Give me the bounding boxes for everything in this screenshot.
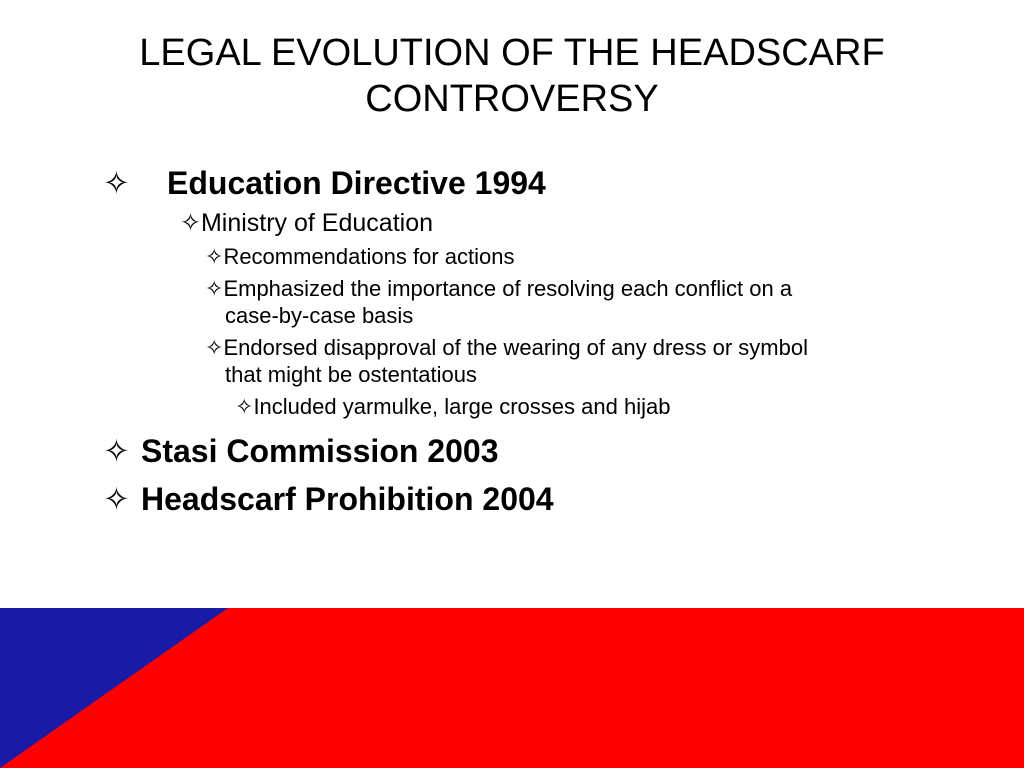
title-line-1: LEGAL EVOLUTION OF THE HEADSCARF	[139, 32, 885, 74]
bullet-endorsed-continuation: that might be ostentatious	[225, 362, 477, 387]
bullet-endorsed	[205, 335, 808, 361]
bullet-included	[235, 394, 670, 420]
bullet-text: Recommendations for actions	[223, 244, 515, 269]
star-bullet-icon: ✧	[103, 433, 130, 469]
star-bullet-icon: ✧	[205, 276, 224, 301]
bullet-emphasized	[205, 276, 792, 302]
slide-title	[60, 30, 964, 122]
bullet-text: Emphasized the importance of resolving each conflict on a	[223, 276, 793, 301]
bullet-emphasized-continuation: case-by-case basis	[225, 303, 414, 328]
bullet-text: Ministry of Education	[200, 209, 433, 237]
star-bullet-icon: ✧	[103, 481, 130, 517]
star-bullet-icon: ✧	[180, 209, 201, 237]
star-bullet-icon: ✧	[235, 394, 254, 419]
bullet-text: Included yarmulke, large crosses and hijab	[253, 394, 671, 419]
bullet-text: Education Directive 1994	[167, 165, 546, 201]
bullet-recommendations	[205, 244, 514, 270]
bullet-text: Headscarf Prohibition 2004	[141, 481, 554, 517]
bullet-education-directive	[103, 164, 546, 202]
star-bullet-icon: ✧	[205, 335, 224, 360]
bullet-headscarf-prohibition	[103, 480, 554, 518]
bullet-stasi-commission	[103, 432, 498, 470]
bullet-text: Stasi Commission 2003	[141, 433, 499, 469]
star-bullet-icon: ✧	[103, 165, 130, 201]
bullet-ministry-of-education	[180, 208, 433, 238]
bullet-text: Endorsed disapproval of the wearing of any dress or symbol	[223, 335, 808, 360]
title-line-2: CONTROVERSY	[365, 78, 659, 120]
star-bullet-icon: ✧	[205, 244, 224, 269]
decorative-bottom-band	[0, 608, 1024, 768]
